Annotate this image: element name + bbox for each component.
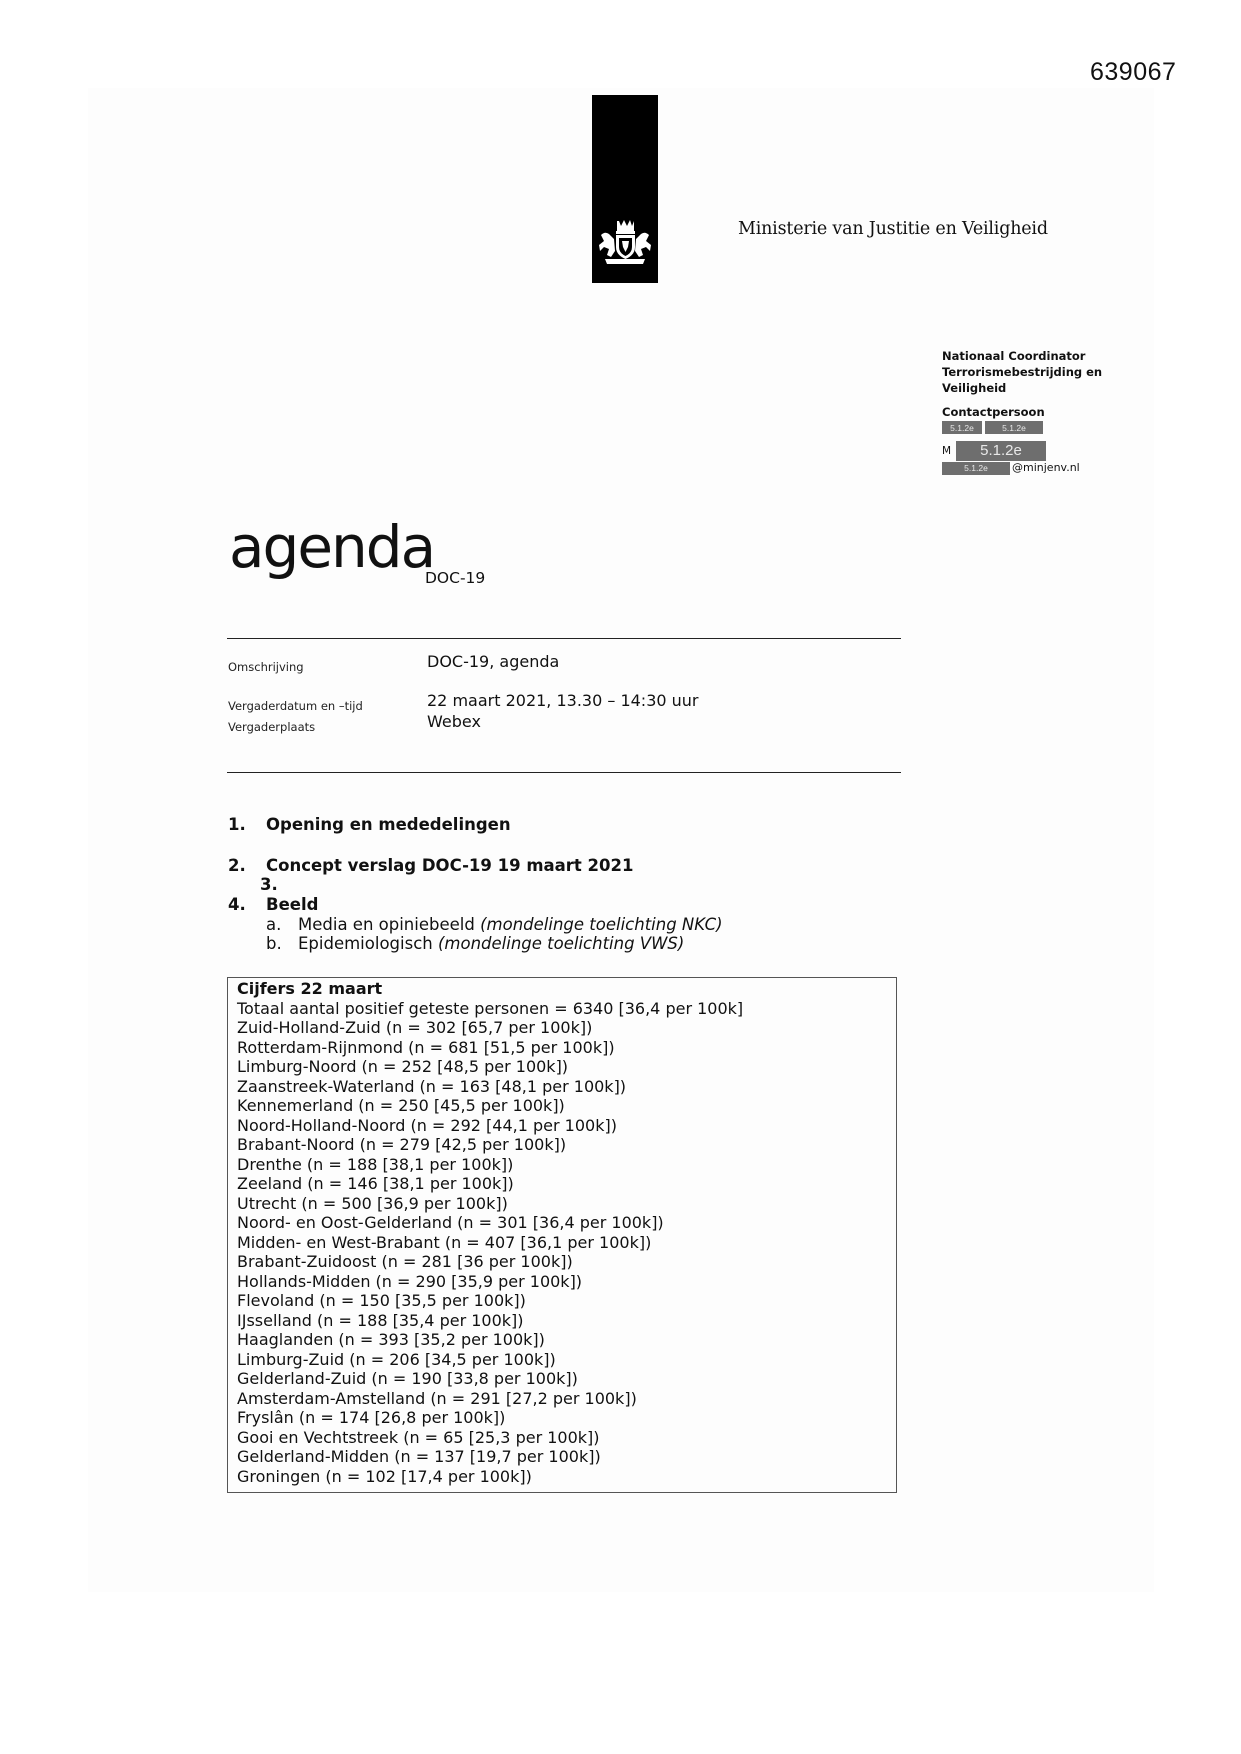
page-title: agenda: [229, 513, 435, 581]
region-line: Haaglanden (n = 393 [35,2 per 100k]): [237, 1330, 545, 1349]
region-line: Noord-Holland-Noord (n = 292 [44,1 per 100k]): [237, 1115, 617, 1135]
subitem-letter: b.: [266, 934, 282, 953]
agenda-item: [228, 815, 511, 834]
agenda-item-number: 4.: [228, 895, 246, 914]
location-value: Webex: [427, 712, 481, 731]
agenda-item-title: Beeld: [266, 895, 319, 914]
redaction-box: 5.1.2e: [942, 421, 982, 434]
region-line: Flevoland (n = 150 [35,5 per 100k]): [237, 1291, 526, 1310]
region-line: Limburg-Zuid (n = 206 [34,5 per 100k]): [237, 1349, 556, 1369]
redaction-box: 5.1.2e: [956, 441, 1046, 461]
description-value: DOC-19, agenda: [427, 652, 560, 671]
redacted-contact-name: [942, 421, 1162, 434]
ministry-logo: [592, 95, 658, 283]
region-line: Brabant-Zuidoost (n = 281 [36 per 100k]): [237, 1252, 573, 1271]
subitem-letter: a.: [266, 915, 282, 934]
coat-of-arms-icon: [597, 217, 653, 269]
region-line: Brabant-Noord (n = 279 [42,5 per 100k]): [237, 1135, 567, 1154]
region-line: Gelderland-Zuid (n = 190 [33,8 per 100k]): [237, 1369, 578, 1388]
region-line: Utrecht (n = 500 [36,9 per 100k]): [237, 1193, 508, 1213]
redaction-box: 5.1.2e: [985, 421, 1043, 434]
region-line: Gelderland-Midden (n = 137 [19,7 per 100k]): [237, 1447, 601, 1466]
organisation-line: Veiligheid: [942, 381, 1007, 395]
description-label: Omschrijving: [228, 660, 304, 674]
region-line: Fryslân (n = 174 [26,8 per 100k]): [237, 1408, 506, 1427]
agenda-item: [228, 895, 318, 914]
organisation-line: Nationaal Coordinator: [942, 349, 1086, 363]
figures-heading: Cijfers 22 maart: [237, 979, 383, 998]
region-line: Limburg-Noord (n = 252 [48,5 per 100k]): [237, 1057, 569, 1076]
divider: [227, 772, 901, 773]
mobile-label: M: [942, 445, 952, 457]
location-label: Vergaderplaats: [228, 720, 316, 734]
datetime-label: Vergaderdatum en –tijd: [228, 699, 363, 713]
agenda-item: [260, 875, 278, 894]
subitem-note: (mondelinge toelichting NKC): [480, 915, 723, 934]
mobile-row: [942, 441, 1162, 461]
page-subtitle: DOC-19: [425, 569, 486, 587]
agenda-item-title: Concept verslag DOC-19 19 maart 2021: [266, 856, 634, 875]
region-line: Rotterdam-Rijnmond (n = 681 [51,5 per 100k]): [237, 1037, 615, 1057]
email-row: [942, 461, 1162, 475]
contact-sidebar: [942, 348, 1162, 475]
agenda-subitem: [266, 915, 723, 934]
organisation-line: Terrorismebestrijding en: [942, 365, 1103, 379]
redaction-box: 5.1.2e: [942, 462, 1010, 475]
region-line: Amsterdam-Amstelland (n = 291 [27,2 per 100k]): [237, 1388, 637, 1408]
region-line: Zuid-Holland-Zuid (n = 302 [65,7 per 100k]): [237, 1018, 593, 1037]
agenda-item: [228, 856, 633, 875]
region-line: Gooi en Vechtstreek (n = 65 [25,3 per 100k]): [237, 1427, 600, 1447]
agenda-item-number: 2.: [228, 856, 246, 875]
region-line: Drenthe (n = 188 [38,1 per 100k]): [237, 1154, 514, 1174]
subitem-text: Media en opiniebeeld: [298, 915, 481, 934]
datetime-value: 22 maart 2021, 13.30 – 14:30 uur: [427, 691, 699, 710]
region-line: Groningen (n = 102 [17,4 per 100k]): [237, 1466, 532, 1486]
agenda-item-number: 1.: [228, 815, 246, 834]
region-line: Zaanstreek-Waterland (n = 163 [48,1 per 100k]): [237, 1076, 627, 1096]
region-line: Zeeland (n = 146 [38,1 per 100k]): [237, 1174, 514, 1193]
agenda-item-title: Opening en mededelingen: [266, 815, 511, 834]
figures-box: [227, 977, 897, 1493]
email-domain: @minjenv.nl: [1012, 461, 1080, 474]
figures-total: Totaal aantal positief geteste personen = 6340 [36,4 per 100k]: [237, 998, 744, 1018]
region-line: IJsselland (n = 188 [35,4 per 100k]): [237, 1310, 524, 1330]
ministry-name: Ministerie van Justitie en Veiligheid: [738, 219, 1048, 239]
region-line: Hollands-Midden (n = 290 [35,9 per 100k]): [237, 1271, 583, 1291]
subitem-note: (mondelinge toelichting VWS): [437, 934, 685, 953]
region-line: Midden- en West-Brabant (n = 407 [36,1 per 100k]): [237, 1232, 652, 1252]
agenda-item-number: 3.: [260, 875, 278, 894]
subitem-text: Epidemiologisch: [298, 934, 438, 953]
divider: [227, 638, 901, 639]
document-number: 639067: [1090, 58, 1177, 86]
contact-person-label: Contactpersoon: [942, 405, 1045, 419]
agenda-subitem: [266, 934, 684, 953]
region-line: Kennemerland (n = 250 [45,5 per 100k]): [237, 1096, 565, 1115]
region-line: Noord- en Oost-Gelderland (n = 301 [36,4 per 100k]): [237, 1213, 664, 1232]
organisation-name: [942, 348, 1162, 396]
